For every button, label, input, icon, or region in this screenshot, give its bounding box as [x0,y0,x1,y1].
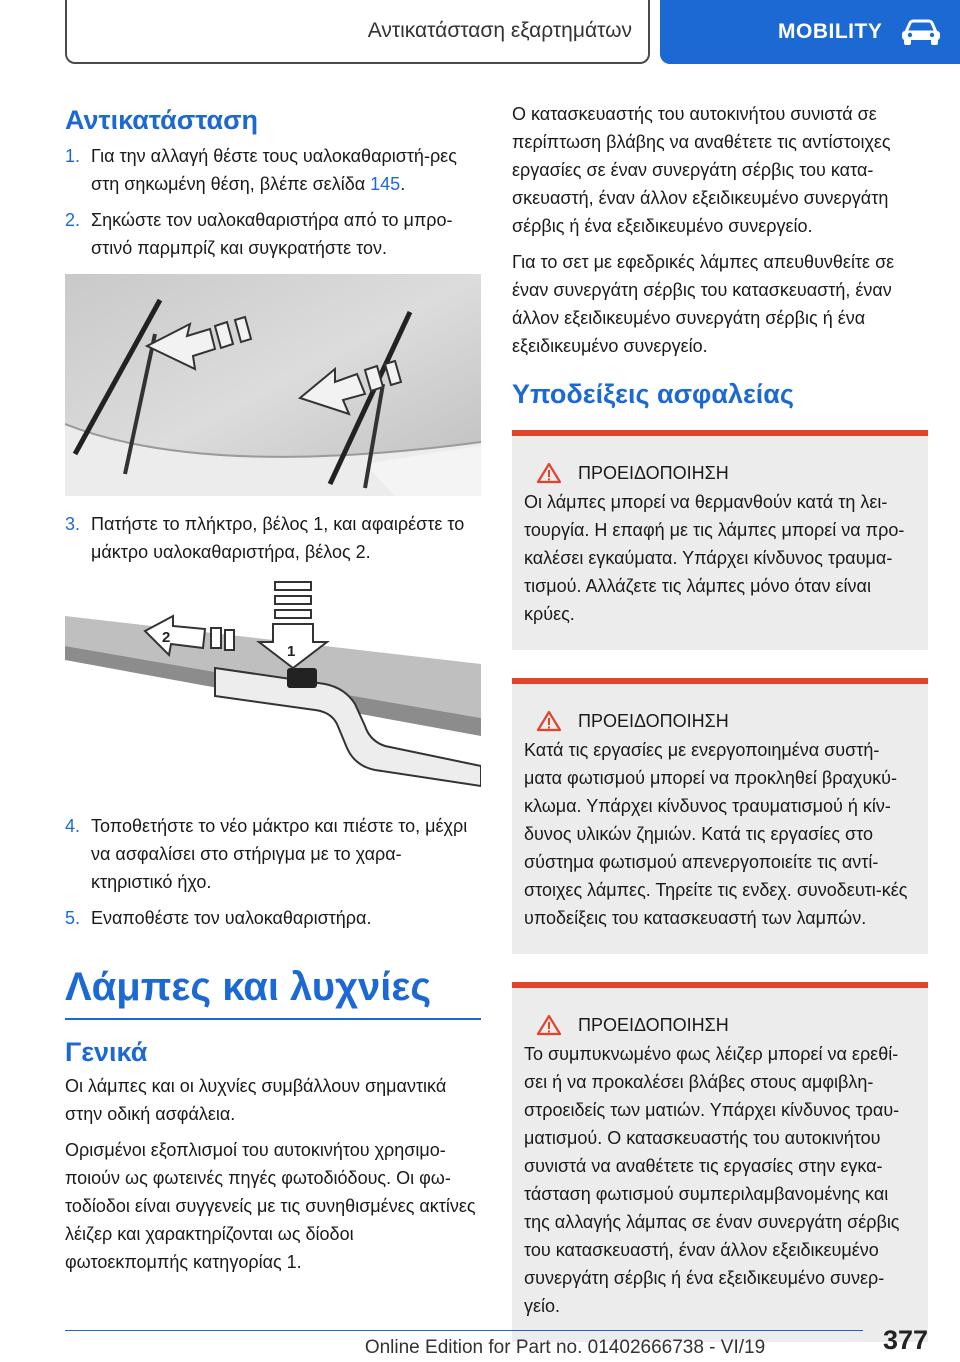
warning-box [512,430,928,650]
section-divider [65,1018,481,1020]
arrow-1-label: 1 [287,643,296,660]
warning-box [512,982,928,1342]
warning-box [512,678,928,954]
warning-header [524,1012,916,1038]
step-number: 3. [65,514,81,534]
right-column [512,100,928,1342]
step-text: Σηκώστε τον υαλοκαθαριστήρα από το μπρο-στινό παρμπρίζ και συγκρατήστε τον. [91,210,453,258]
warning-triangle-icon [536,710,562,732]
lamps-section-heading: Λάμπες και λυχνίες [65,965,432,1009]
step-text: Εναποθέστε τον υαλοκαθαριστήρα. [91,908,372,928]
warning-text: Το συμπυκνωμένο φως λέιζερ μπορεί να ερεθί-σει ή να προκαλέσει βλάβες στους αμφιβλη-στροειδείς των ματιών. Υπάρχει κίνδυνος τραυ-ματισμού. Ο κατασκευαστής του αυτοκινήτου συνιστά να αναθέτετε τις εργασίες στην εγκα-τάσταση φωτισμού συμπεριλαμβανομένης και της αλλαγής λάμπας σε έναν συνεργάτη σέρβις του κατασκευαστή, έναν άλλον εξειδικευμένο συνεργάτη σέρβις ή ένα εξειδικευμένο συνερ-γείο. [524,1044,900,1316]
paragraph: Για το σετ με εφεδρικές λάμπες απευθυνθείτε σε έναν συνεργάτη σέρβις του κατασκευαστή, έναν άλλον εξειδικευμένο συνεργάτη σέρβις ή ένα εξειδικευμένο συνεργείο. [512,252,895,356]
edition-footer: Online Edition for Part no. 01402666738 - VI/19 [364,1337,766,1358]
step-text: Τοποθετήστε το νέο μάκτρο και πιέστε το, μέχρι να ασφαλίσει στο στήριγμα με το χαρα-κτηριστικό ήχο. [91,816,468,892]
step-1 [65,142,481,198]
wiper-blade-image [65,576,481,798]
step-text: Πατήστε το πλήκτρο, βέλος 1, και αφαιρέστε το μάκτρο υαλοκαθαριστήρα, βέλος 2. [91,514,465,562]
general-subheading: Γενικά [65,1037,148,1067]
step-2 [65,206,481,262]
mobility-label: MOBILITY [778,20,883,43]
step-5 [65,904,481,932]
footer-divider [65,1330,863,1331]
step-number: 4. [65,816,81,836]
warning-triangle-icon [536,1014,562,1036]
step-text-main: Για την αλλαγή θέστε τους υαλοκαθαριστή-ρες στη σηκωμένη θέση, βλέπε σελίδα [91,146,457,194]
arrow-2-label: 2 [162,629,171,646]
paragraph: Οι λάμπες και οι λυχνίες συμβάλλουν σημαντικά στην οδική ασφάλεια. [65,1076,447,1124]
header-section-box [65,0,650,64]
page-link-145[interactable]: 145 [370,174,401,194]
wiper-blade-removal-illustration [65,576,481,798]
step-number: 1. [65,146,81,166]
warning-header [524,708,916,734]
wiper-raise-image [65,274,481,496]
safety-heading: Υποδείξεις ασφαλείας [512,379,794,409]
car-icon [900,18,942,46]
warning-text: Οι λάμπες μπορεί να θερμανθούν κατά τη λει-τουργία. Η επαφή με τις λάμπες μπορεί να προ-καλέσει εγκαύματα. Υπάρχει κίνδυνος τραυμα-τισμού. Αλλάζετε τις λάμπες μόνο όταν είναι κρύες. [524,492,905,624]
warning-triangle-icon [536,462,562,484]
paragraph: Ορισμένοι εξοπλισμοί του αυτοκινήτου χρησιμο-ποιούν ως φωτεινές πηγές φωτοδιόδους. Οι φω-τοδίοδοι είναι συγγενείς με τις συνηθισμένες ακτίνες λέιζερ και χαρακτηρίζονται ως δίοδοι φωτοεκπομπής κατηγορίας 1. [65,1140,476,1272]
header-section-title: Αντικατάσταση εξαρτημάτων [367,19,632,42]
step-number: 5. [65,908,81,928]
warning-text: Κατά τις εργασίες με ενεργοποιημένα συστή-ματα φωτισμού μπορεί να προκληθεί βραχυκύ-κλωμα. Υπάρχει κίνδυνος τραυματισμού ή κίν-δυνος υλικών ζημιών. Κατά τις εργασίες στο σύστημα φωτισμού απενεργοποιείτε τις αντί-στοιχες λάμπες. Τηρείτε τις ενδεχ. συνοδευτι-κές υποδείξεις του κατασκευαστή των λαμπών. [524,740,908,928]
warning-header [524,460,916,486]
paragraph: Ο κατασκευαστής του αυτοκινήτου συνιστά σε περίπτωση βλάβης να αναθέτετε τις αντίστοιχες εργασίες σε έναν συνεργάτη σέρβις του κατα-σκευαστή, έναν άλλον εξειδικευμένο συνεργάτη σέρβις ή ένα εξειδικευμένο συνεργείο. [512,104,891,236]
warning-title: ΠΡΟΕΙΔΟΠΟΙΗΣΗ [578,463,729,483]
wiper-raise-illustration [65,274,481,496]
step-text [91,142,481,198]
step-number: 2. [65,210,81,230]
warning-title: ΠΡΟΕΙΔΟΠΟΙΗΣΗ [578,1015,729,1035]
step-3 [65,510,481,566]
left-column [65,100,481,1276]
mobility-tab[interactable] [660,0,960,64]
warning-title: ΠΡΟΕΙΔΟΠΟΙΗΣΗ [578,711,729,731]
replacement-heading: Αντικατάσταση [65,105,259,135]
step-4 [65,812,481,896]
page-number: 377 [882,1325,928,1355]
step-text-tail: . [400,174,406,194]
